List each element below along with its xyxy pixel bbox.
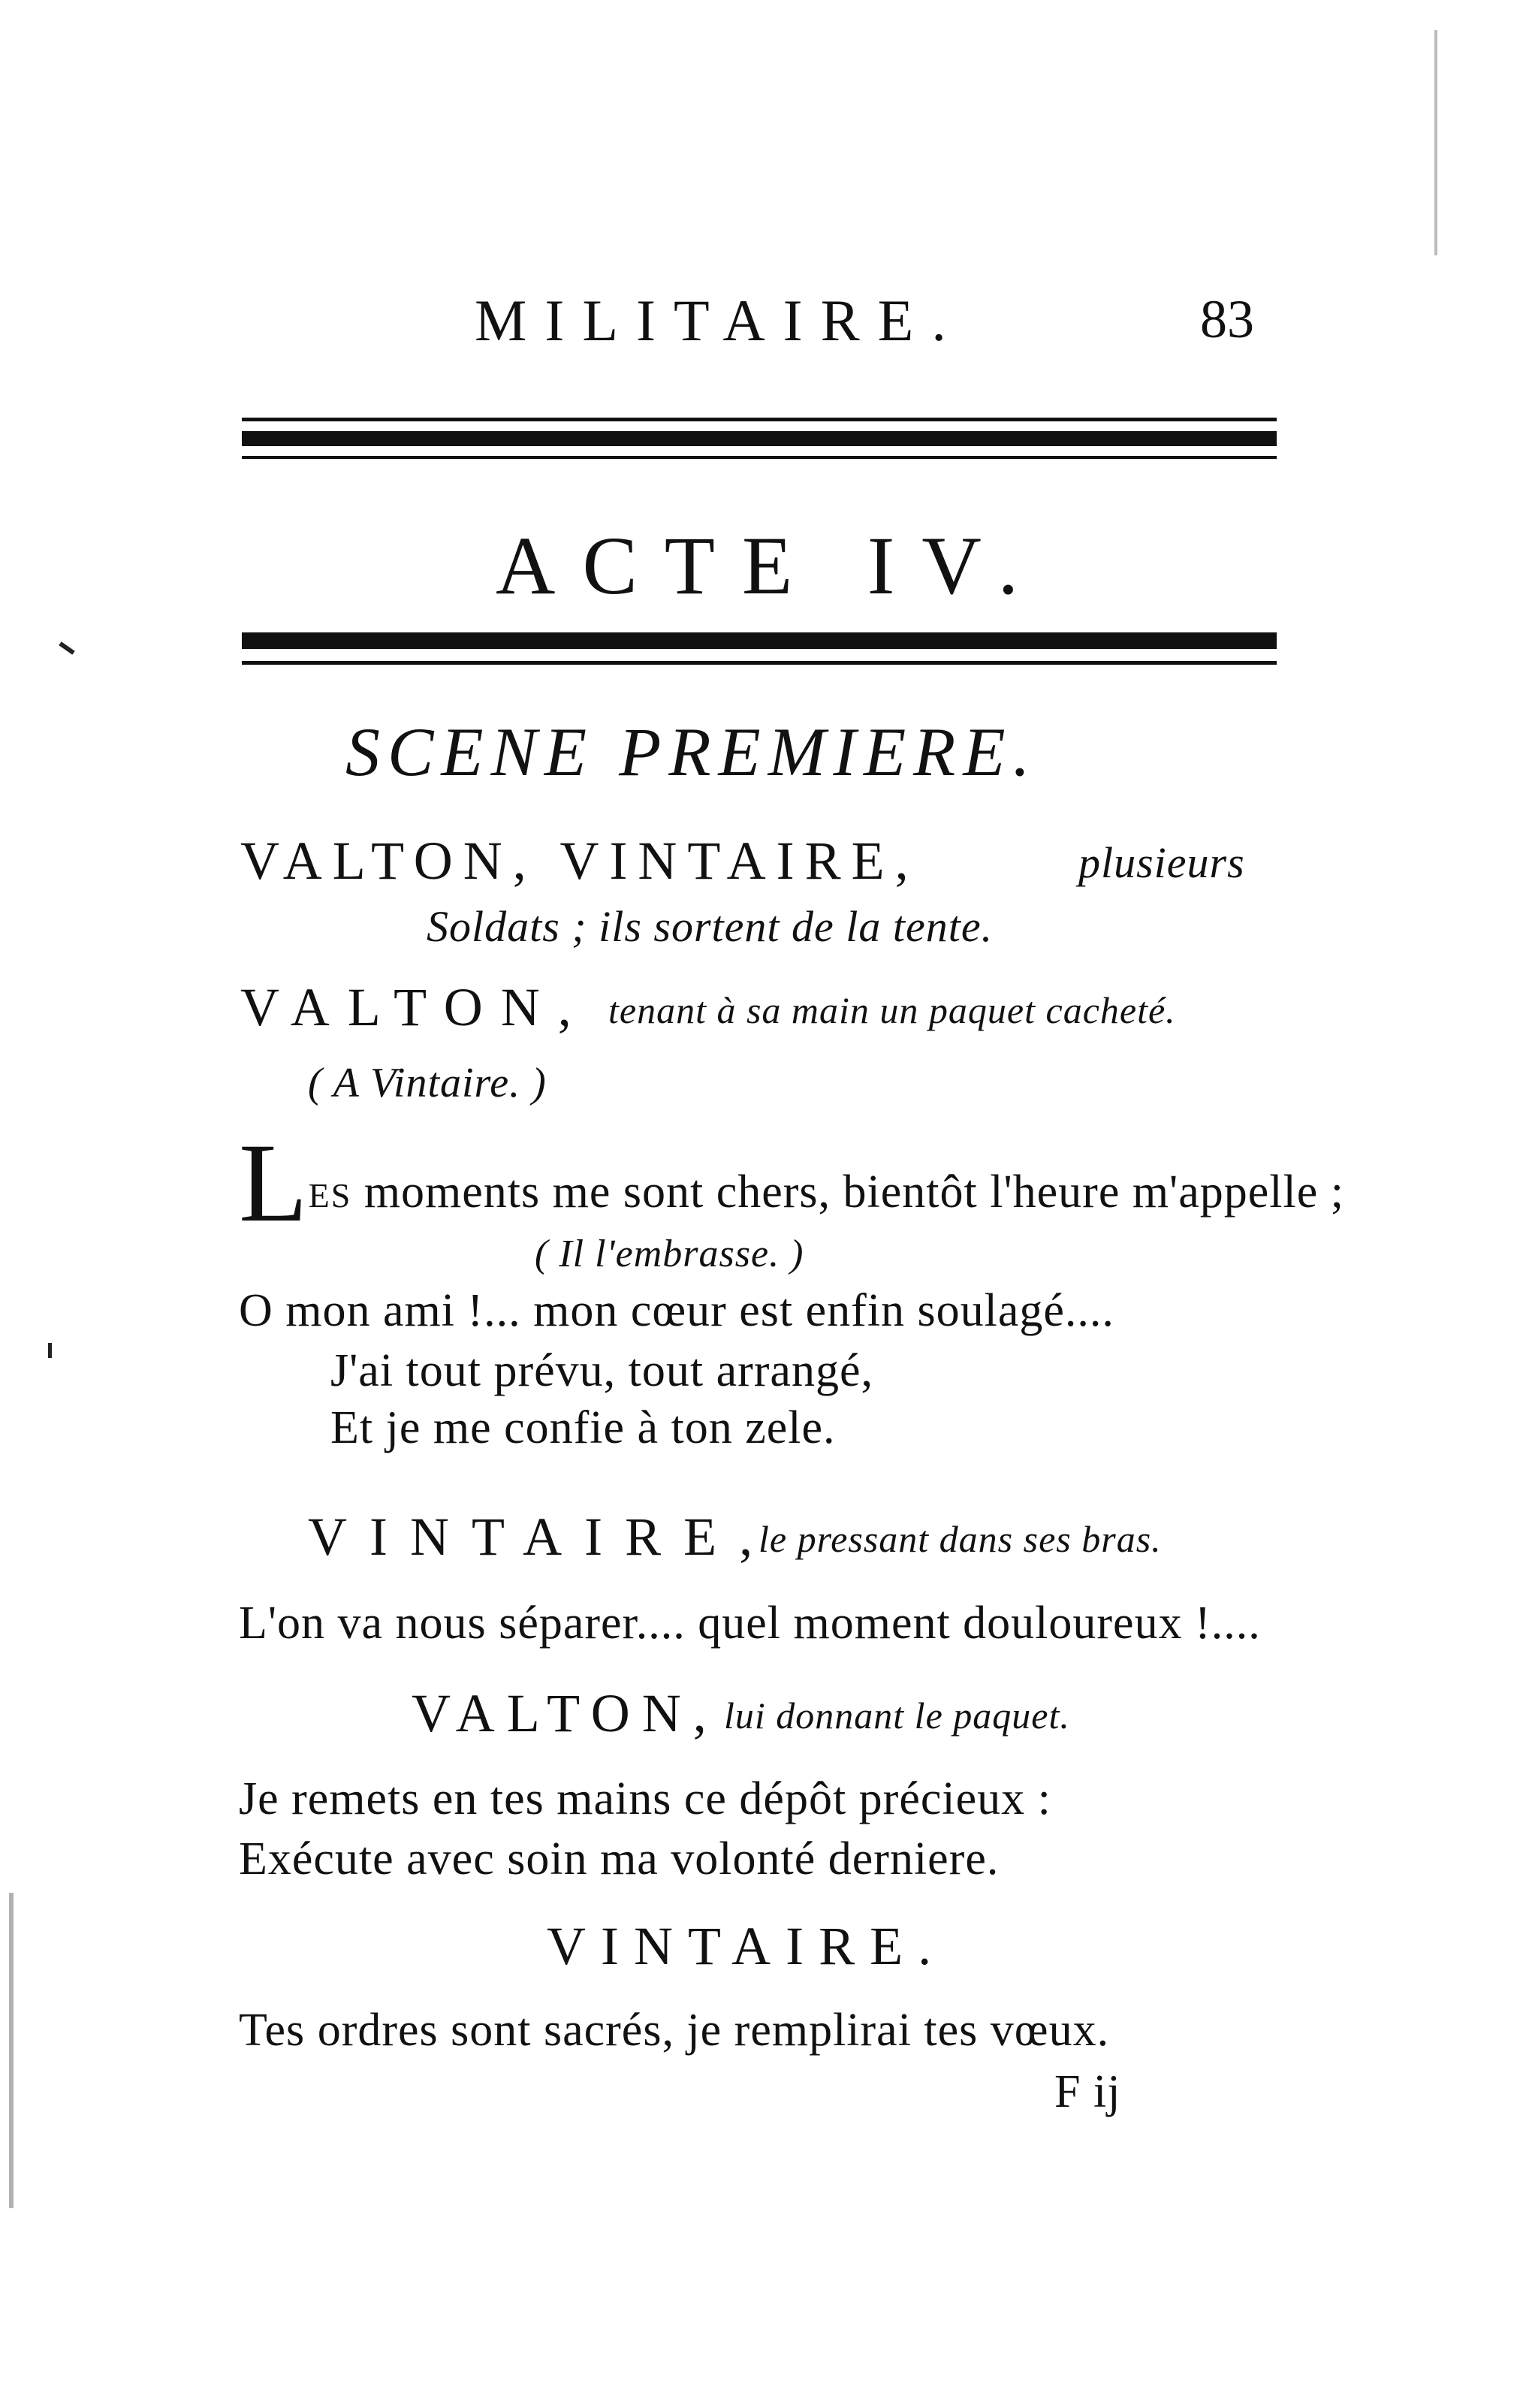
page-number: 83 xyxy=(1200,289,1254,349)
speaker-valton-2-direction: lui donnant le paquet. xyxy=(724,1694,1070,1737)
top-rule-thin-lower xyxy=(242,456,1277,459)
cast-names: VALTON, VINTAIRE, xyxy=(240,831,919,891)
speaker-valton-direction: tenant à sa main un paquet cacheté. xyxy=(608,989,1176,1031)
verse-line-4: Et je me confie à ton zele. xyxy=(330,1402,836,1453)
running-title: MILITAIRE. xyxy=(475,288,964,353)
act-rule-thick xyxy=(242,632,1277,649)
stage-direction-a-vintaire: ( A Vintaire. ) xyxy=(308,1060,547,1106)
speaker-vintaire-2: VINTAIRE. xyxy=(547,1916,947,1976)
verse-line-6: Je remets en tes mains ce dépôt précieux : xyxy=(239,1773,1051,1824)
margin-speck xyxy=(48,1343,52,1358)
verse-line-5: L'on va nous séparer.... quel moment douloureux !.... xyxy=(239,1598,1261,1649)
cast-direction-1: plusieurs xyxy=(1078,838,1245,887)
speaker-vintaire: VINTAIRE, xyxy=(308,1507,776,1567)
act-rule-thin xyxy=(242,661,1277,665)
verse-line-2: O mon ami !... mon cœur est enfin soulagé.... xyxy=(239,1285,1114,1336)
verse-line-1-text: moments me sont chers, bientôt l'heure m'appelle ; xyxy=(363,1166,1344,1218)
top-rule-thick xyxy=(242,431,1277,446)
speaker-valton-2: VALTON, xyxy=(412,1683,719,1743)
signature-mark: F ij xyxy=(1054,2066,1121,2117)
speaker-valton: VALTON, xyxy=(240,977,590,1037)
stage-direction-embrasse: ( Il l'embrasse. ) xyxy=(535,1233,804,1275)
scene-title: SCENE PREMIERE. xyxy=(345,714,1038,790)
top-rule-thin xyxy=(242,418,1277,421)
verse-line-8: Tes ordres sont sacrés, je remplirai tes vœux. xyxy=(239,2005,1110,2056)
verse-line-3: J'ai tout prévu, tout arrangé, xyxy=(330,1345,873,1396)
margin-speck xyxy=(59,641,74,655)
speaker-vintaire-direction: le pressant dans ses bras. xyxy=(758,1518,1162,1560)
edge-speck xyxy=(1434,30,1437,255)
cast-direction-2: Soldats ; ils sortent de la tente. xyxy=(427,902,994,951)
verse-line-1 xyxy=(239,1121,1344,1245)
drop-cap: L xyxy=(239,1121,309,1245)
edge-speck xyxy=(9,1893,14,2208)
small-caps: ES xyxy=(308,1176,352,1215)
act-title: ACTE IV. xyxy=(496,520,1046,611)
verse-line-7: Exécute avec soin ma volonté derniere. xyxy=(239,1833,1000,1884)
